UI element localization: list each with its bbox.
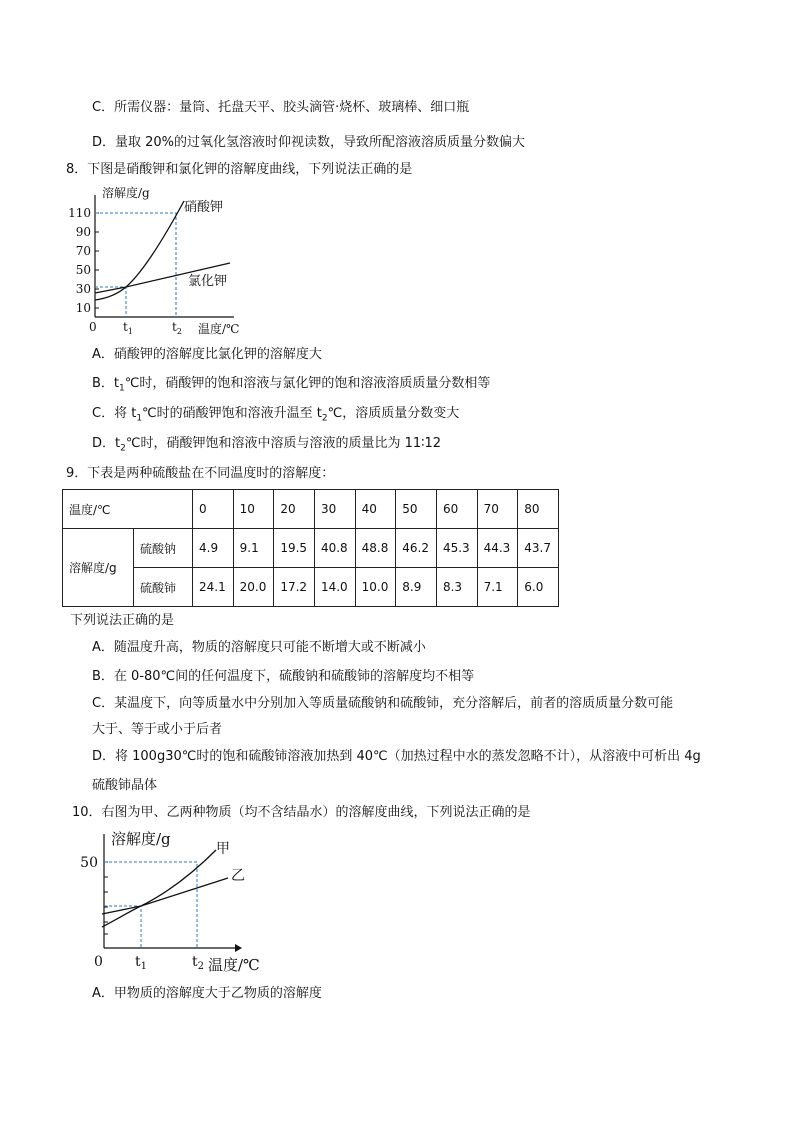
q9-prompt: 下列说法正确的是	[70, 613, 175, 628]
q9-solubility-table	[62, 489, 559, 607]
q8-x-tick-t1: $t_1$	[123, 320, 133, 336]
q9-row-name: 硫酸铈	[134, 568, 193, 607]
q9-option-c-line1: C．某温度下，向等质量水中分别加入等质量硫酸钠和硫酸铈，充分溶解后，前者的溶质质量分数可能	[92, 696, 674, 711]
q9-value-cell: 44.3	[477, 529, 518, 568]
q9-value-cell: 4.9	[193, 529, 234, 568]
q9-stem: 9．下表是两种硫酸盐在不同温度时的溶解度：	[66, 466, 335, 481]
q8-y-tick: 10	[75, 301, 91, 315]
q9-row-name: 硫酸钠	[134, 529, 193, 568]
q8-curve-kno3	[95, 201, 184, 300]
q9-option-b: B．在 0-80℃间的任何温度下，硫酸钠和硫酸铈的溶解度均不相等	[92, 669, 475, 684]
q8-solubility-chart	[62, 183, 262, 339]
q8-y-tick: 30	[75, 282, 91, 296]
q9-value-cell: 24.1	[193, 568, 234, 607]
q9-option-a: A．随温度升高，物质的溶解度只可能不断增大或不断减小	[92, 640, 426, 655]
q9-value-cell: 6.0	[518, 568, 559, 607]
q10-solubility-chart	[70, 824, 280, 976]
q8-y-label: 溶解度/g	[102, 186, 150, 200]
q8-option-b: B．$t_1℃$时，硝酸钾的饱和溶液与氯化钾的饱和溶液溶质质量分数相等	[92, 376, 491, 394]
q8-legend-kno3: 硝酸钾	[184, 200, 224, 215]
q10-option-a: A．甲物质的溶解度大于乙物质的溶解度	[92, 986, 322, 1001]
q9-value-cell: 14.0	[314, 568, 355, 607]
table-row	[63, 568, 559, 607]
q8-origin: 0	[89, 320, 97, 334]
q8-stem: 8．下图是硝酸钾和氯化钾的溶解度曲线，下列说法正确的是	[66, 162, 413, 177]
q9-temp-cell: 0	[193, 490, 234, 529]
q8-x-label: 温度/℃	[198, 322, 240, 336]
q9-option-c-line2: 大于、等于或小于后者	[92, 722, 223, 737]
q10-legend-yi: 乙	[231, 868, 245, 884]
q8-y-tick: 50	[75, 263, 91, 277]
q9-temp-cell: 30	[314, 490, 355, 529]
q9-value-cell: 20.0	[233, 568, 274, 607]
q9-header-label: 温度/℃	[63, 490, 193, 529]
q9-value-cell: 48.8	[355, 529, 396, 568]
q10-curve-yi	[102, 878, 228, 914]
q9-value-cell: 40.8	[314, 529, 355, 568]
q9-temp-cell: 50	[396, 490, 437, 529]
table-row	[63, 490, 559, 529]
q8-guide-t2	[95, 213, 176, 317]
q10-stem: 10．右图为甲、乙两种物质（均不含结晶水）的溶解度曲线，下列说法正确的是	[72, 805, 531, 820]
q9-value-cell: 43.7	[518, 529, 559, 568]
q9-value-cell: 46.2	[396, 529, 437, 568]
q10-y-tick: 50	[80, 855, 98, 871]
q9-temp-cell: 10	[233, 490, 274, 529]
q8-y-tick: 110	[68, 206, 91, 220]
table-row	[63, 529, 559, 568]
q7-option-d: D．量取 20%的过氧化氢溶液时仰视读数，导致所配溶液溶质质量分数偏大	[92, 135, 526, 150]
q9-value-cell: 8.3	[436, 568, 477, 607]
q9-temp-cell: 20	[274, 490, 315, 529]
q8-legend-kcl: 氯化钾	[188, 274, 228, 289]
q10-y-label: 溶解度/g	[111, 830, 171, 848]
q7-option-c: C．所需仪器：量筒、托盘天平、胶头滴管·烧杯、玻璃棒、细口瓶	[92, 100, 470, 115]
q10-origin: 0	[94, 954, 103, 970]
q10-x-label: 温度/℃	[208, 956, 260, 974]
q9-value-cell: 17.2	[274, 568, 315, 607]
q9-option-d-line2: 硫酸铈晶体	[92, 778, 158, 793]
q8-option-a: A．硝酸钾的溶解度比氯化钾的溶解度大	[92, 347, 322, 362]
q9-row-group-label: 溶解度/g	[63, 529, 134, 607]
q9-option-d-line1: D．将 100g30℃时的饱和硫酸铈溶液加热到 40℃（加热过程中水的蒸发忽略不计），从溶液中可析出 4g	[92, 749, 701, 764]
q9-value-cell: 9.1	[233, 529, 274, 568]
q8-x-tick-t2: $t_2$	[172, 320, 182, 336]
q10-legend-jia: 甲	[216, 841, 230, 857]
q8-y-tick: 90	[75, 225, 91, 239]
q8-y-tick: 70	[75, 244, 91, 258]
q8-option-c: C．将 $t_1℃$时的硝酸钾饱和溶液升温至 $t_2℃$，溶质质量分数变大	[92, 406, 460, 424]
q9-temp-cell: 70	[477, 490, 518, 529]
q9-value-cell: 45.3	[436, 529, 477, 568]
q9-value-cell: 19.5	[274, 529, 315, 568]
q9-value-cell: 10.0	[355, 568, 396, 607]
q9-value-cell: 7.1	[477, 568, 518, 607]
q10-x-tick-t2: $t_2$	[192, 954, 205, 972]
q9-temp-cell: 60	[436, 490, 477, 529]
q9-temp-cell: 40	[355, 490, 396, 529]
q9-temp-cell: 80	[518, 490, 559, 529]
q10-guide-t2	[104, 862, 197, 948]
q9-value-cell: 8.9	[396, 568, 437, 607]
q10-x-tick-t1: $t_1$	[135, 954, 148, 972]
q8-option-d: D．$t_2℃$时，硝酸钾饱和溶液中溶质与溶液的质量比为 11∶12	[92, 436, 442, 454]
